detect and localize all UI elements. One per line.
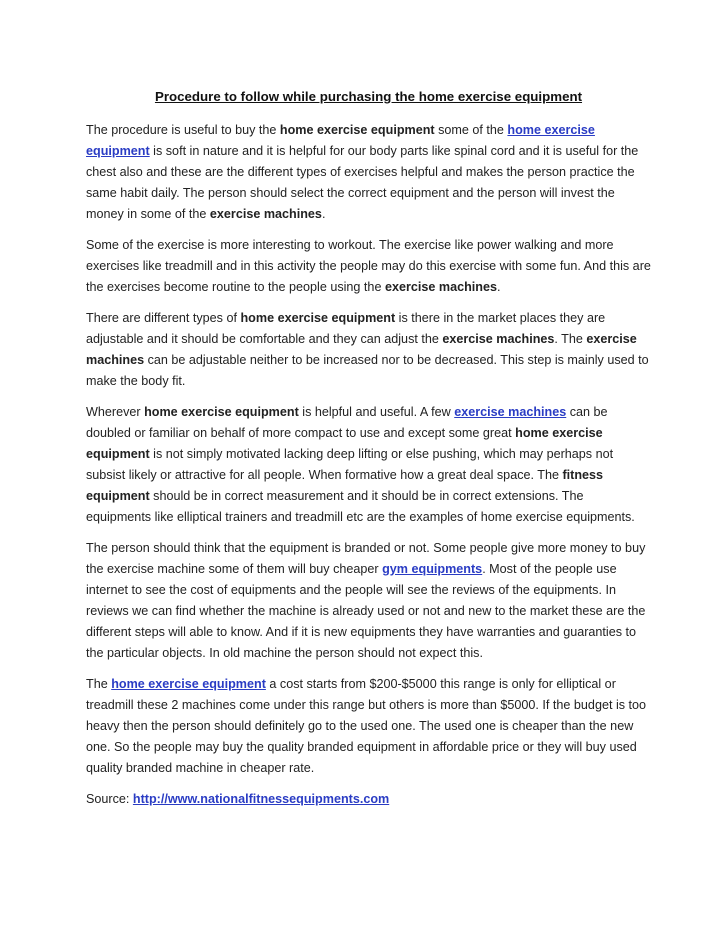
text-run: . The [554, 332, 587, 346]
page-title: Procedure to follow while purchasing the home exercise equipment [154, 89, 583, 104]
text-run: should be in correct measurement and it should be in correct extensions. The equipments like elliptical trainers and treadmill etc are the examples of home exercise equipments. [86, 489, 635, 524]
text-run: can be adjustable neither to be increased nor to be decreased. This step is mainly used to make the body fit. [86, 353, 649, 388]
paragraph-2 [86, 235, 651, 298]
source-label: Source: [86, 792, 133, 806]
paragraph-6 [86, 674, 651, 779]
bold-term: home exercise equipment [86, 426, 603, 461]
bold-term: exercise machines [442, 332, 555, 346]
text-run: is soft in nature and it is helpful for our body parts like spinal cord and it is useful for the chest also and these are the different types of exercises helpful and makes the person practice the same habit daily. The person should select the correct equipment and the person will invest the money in some of the [86, 144, 639, 221]
text-run: is there in the market places they are adjustable and it should be comfortable and they can adjust the [86, 311, 606, 346]
paragraph-4 [86, 402, 651, 528]
text-run: . Most of the people use internet to see the cost of equipments and the people will see the reviews of the equipments. In reviews we can find whether the machine is already used or not and new to the market these are the different steps will able to know. And if it is new equipments they have warranties and guaranties to the particular objects. In old machine the person should not expect this. [86, 562, 646, 660]
exercise-machines-link[interactable]: exercise machines [454, 405, 567, 419]
gym-equipments-link[interactable]: gym equipments [382, 562, 483, 576]
text-run: Wherever [86, 405, 145, 419]
bold-term: exercise machines [86, 332, 637, 367]
text-run: The [86, 677, 112, 691]
paragraph-3 [86, 308, 651, 392]
text-run: . [496, 280, 501, 294]
home-exercise-equipment-link[interactable]: home exercise equipment [111, 677, 266, 691]
home-exercise-equipment-link[interactable]: home exercise equipment [86, 123, 595, 158]
paragraph-1 [86, 120, 651, 225]
bold-term: fitness equipment [86, 468, 604, 503]
source-line [86, 789, 651, 810]
text-run: is helpful and useful. A few [298, 405, 455, 419]
bold-term: exercise machines [384, 280, 497, 294]
bold-term: home exercise equipment [279, 123, 435, 137]
text-run: is not simply motivated lacking deep lifting or else pushing, which may perhaps not subsist likely or attractive for all people. When formative how a great deal space. The [86, 447, 614, 482]
source-url-link[interactable]: http://www.nationalfitnessequipments.com [132, 792, 390, 806]
text-run: The procedure is useful to buy the [86, 123, 280, 137]
bold-term: home exercise equipment [144, 405, 299, 419]
text-run: There are different types of [86, 311, 241, 325]
text-run: . [321, 207, 326, 221]
text-run: The person should think that the equipment is branded or not. Some people give more money to buy the exercise machine some of them will buy cheaper [86, 541, 646, 576]
text-run: can be doubled or familiar on behalf of more compact to use and except some great [86, 405, 608, 440]
bold-term: home exercise equipment [240, 311, 396, 325]
paragraph-5 [86, 538, 651, 664]
bold-term: exercise machines [209, 207, 322, 221]
text-run: Some of the exercise is more interesting to workout. The exercise like power walking and more exercises like treadmill and in this activity the people may do this exercise with some fun. And this are the exercises become routine to the people using the [86, 238, 651, 294]
document-page [86, 86, 651, 820]
text-run: some of the [434, 123, 508, 137]
text-run: a cost starts from $200-$5000 this range is only for elliptical or treadmill these 2 machines come under this range but others is more than $5000. If the budget is too heavy then the person should definitely go to the used one. The used one is cheaper than the new one. So the people may buy the quality branded equipment in affordable price or they will buy used quality branded machine in cheaper rate. [86, 677, 647, 775]
